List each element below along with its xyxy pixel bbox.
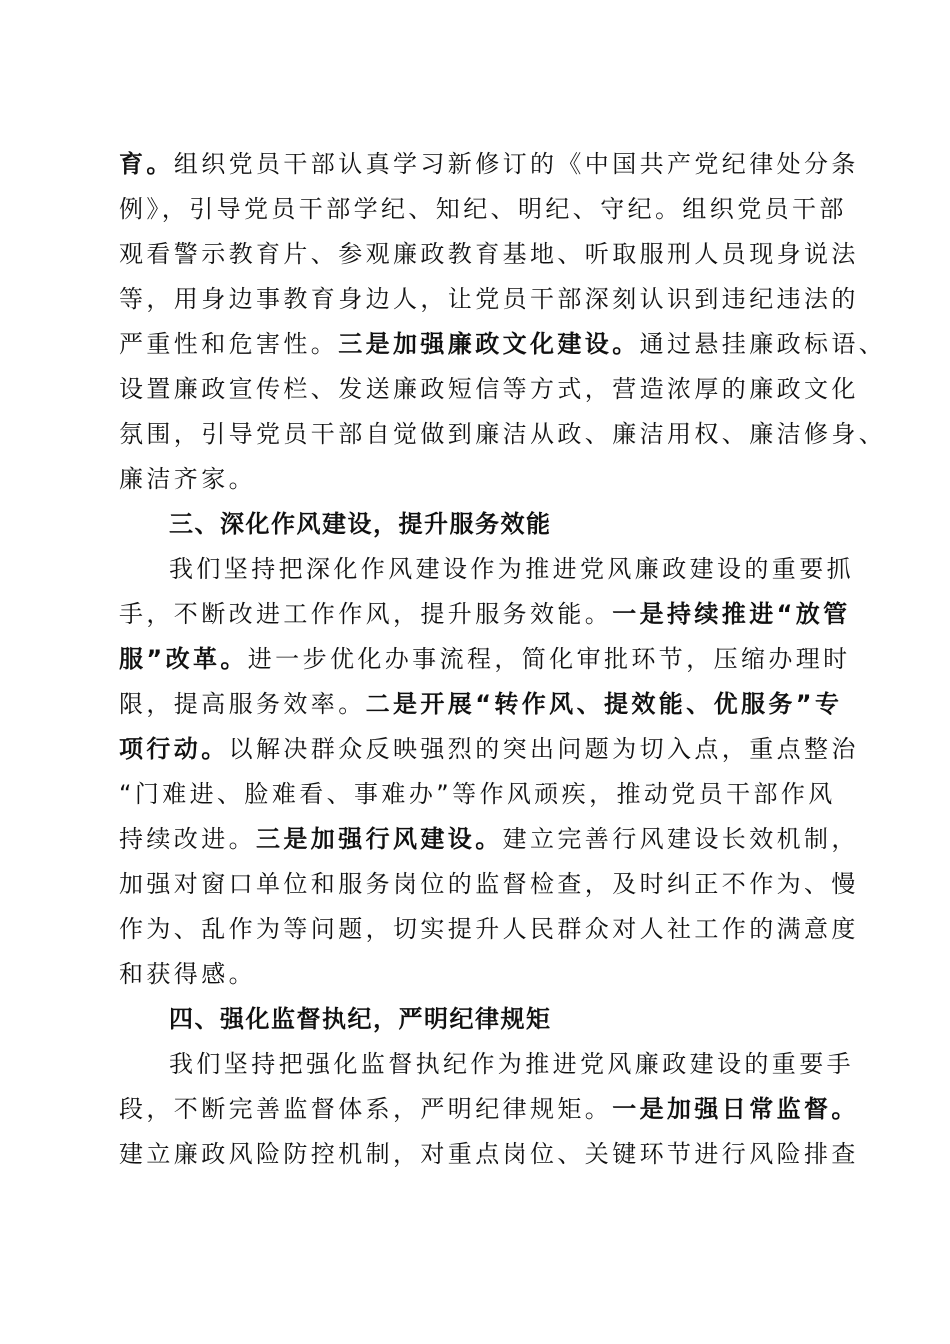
text-line — [119, 907, 859, 952]
bold-text: 三、深化作风建设，提升服务效能 — [169, 510, 552, 538]
body-text: 例》，引导党员干部学纪、知纪、明纪、守纪。组织党员干部 — [119, 195, 847, 223]
body-text: 限，提高服务效率。 — [119, 690, 366, 718]
text-line — [119, 412, 887, 457]
bold-text: 项行动。 — [119, 735, 229, 763]
section-heading — [119, 502, 831, 547]
body-text: 以解决群众反映强烈的突出问题为切入点，重点整治 — [228, 735, 859, 763]
body-text: 手，不断改进工作作风，提升服务效能。 — [119, 600, 613, 628]
body-text: 观看警示教育片、参观廉政教育基地、听取服刑人员现身说法 — [119, 240, 859, 268]
text-line — [119, 682, 843, 727]
body-text: 段，不断完善监督体系，严明纪律规矩。 — [119, 1095, 613, 1123]
body-text: “门难进、脸难看、事难办”等作风顽疾，推动党员干部作风 — [119, 780, 836, 808]
body-text: 设置廉政宣传栏、发送廉政短信等方式，营造浓厚的廉政文化 — [119, 375, 859, 403]
text-line — [119, 187, 847, 232]
body-text: 我们坚持把深化作风建设作为推进党风廉政建设的重要抓 — [169, 555, 854, 583]
document-page — [119, 142, 887, 1177]
body-text: 建立廉政风险防控机制，对重点岗位、关键环节进行风险排查 — [119, 1140, 859, 1168]
text-line — [119, 232, 859, 277]
body-text: 加强对窗口单位和服务岗位的监督检查，及时纠正不作为、慢 — [119, 870, 859, 898]
text-line — [119, 457, 831, 502]
bold-text: 二是开展“转作风、提效能、优服务”专 — [365, 690, 843, 718]
bold-text: 三是加强行风建设。 — [256, 825, 503, 853]
body-text: 我们坚持把强化监督执纪作为推进党风廉政建设的重要手 — [169, 1050, 854, 1078]
text-line — [119, 367, 859, 412]
body-text: 组织党员干部认真学习新修订的《中国共产党纪律处分条 — [173, 150, 859, 178]
bold-text: 一是持续推进“放管 — [612, 600, 851, 628]
text-line — [119, 277, 859, 322]
body-text: 进一步优化办事流程，简化审批环节，压缩办理时 — [247, 645, 851, 673]
body-text: 持续改进。 — [119, 825, 256, 853]
text-line — [119, 952, 831, 997]
text-line — [119, 1042, 854, 1087]
text-line — [119, 862, 859, 907]
body-text: 和获得感。 — [119, 960, 256, 988]
text-line — [119, 772, 836, 817]
text-line — [119, 637, 851, 682]
body-text: 廉洁齐家。 — [119, 465, 256, 493]
text-line — [119, 1132, 859, 1177]
text-line — [119, 547, 854, 592]
text-line — [119, 142, 859, 187]
bold-text: 四、强化监督执纪，严明纪律规矩 — [169, 1005, 552, 1033]
text-line — [119, 817, 859, 862]
bold-text: 三是加强廉政文化建设。 — [338, 330, 640, 358]
bold-text: 一是加强日常监督。 — [612, 1095, 859, 1123]
text-line — [119, 1087, 859, 1132]
body-text: 通过悬挂廉政标语、 — [639, 330, 887, 358]
section-heading — [119, 997, 831, 1042]
body-text: 等，用身边事教育身边人，让党员干部深刻认识到违纪违法的 — [119, 285, 859, 313]
text-line — [119, 322, 887, 367]
body-text: 严重性和危害性。 — [119, 330, 339, 358]
text-line — [119, 727, 859, 772]
bold-text: 育。 — [119, 150, 174, 178]
body-text: 建立完善行风建设长效机制， — [502, 825, 859, 853]
bold-text: 服”改革。 — [119, 645, 248, 673]
body-text: 作为、乱作为等问题，切实提升人民群众对人社工作的满意度 — [119, 915, 859, 943]
body-text: 氛围，引导党员干部自觉做到廉洁从政、廉洁用权、廉洁修身、 — [119, 420, 887, 448]
text-line — [119, 592, 851, 637]
